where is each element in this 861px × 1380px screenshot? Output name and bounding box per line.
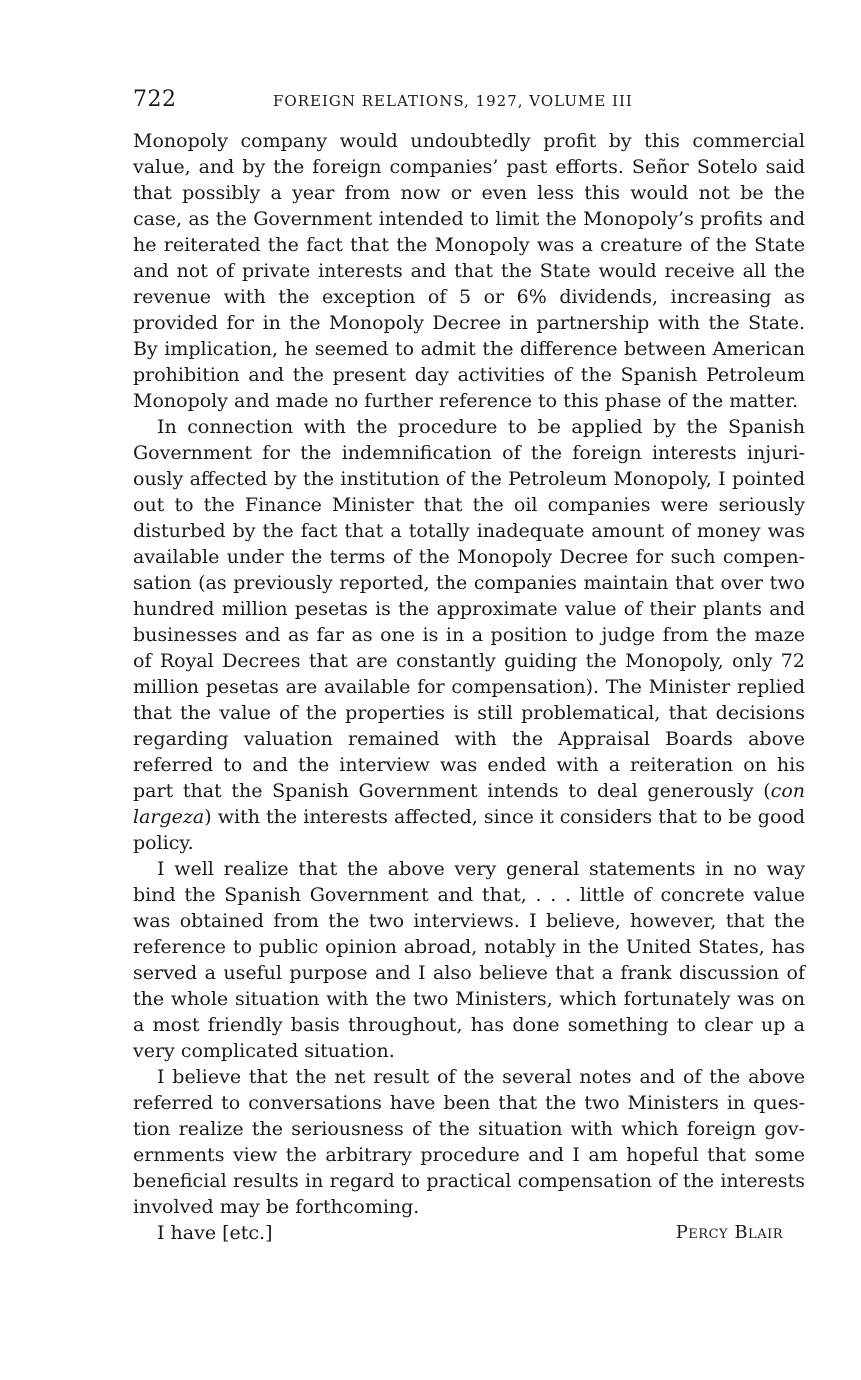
signature: Percy Blair (675, 1222, 783, 1243)
page-number: 722 (133, 87, 177, 112)
running-header (133, 86, 805, 114)
closing (133, 1220, 805, 1246)
paragraph-1: Monopoly company would undoubtedly profit by this commercial value, and by the foreign companies’ past efforts. Señor Sotelo said that possibly a year from now or even less this would not be the case, as the Government intended to limit the Monopoly’s profits and he reiterated the fact that the Monopoly was a creature of the State and not of private interests and that the State would receive all the revenue with the exception of 5 or 6% dividends, increasing as provided for in the Monopoly Decree in partnership with the State. By implication, he seemed to admit the difference between American prohibition and the present day activities of the Spanish Petroleum Monopoly and made no further reference to this phase of the matter. (133, 130, 805, 412)
salutation: I have [etc.] (157, 1222, 273, 1244)
paragraph-4: I believe that the net result of the several notes and of the above referred to conversations have been that the two Ministers in question realize the seriousness of the situation with which foreign governments view the arbitrary procedure and I am hopeful that some beneficial results in regard to practical compensation of the interests involved may be forthcoming. (133, 1066, 805, 1218)
paragraph-3: I well realize that the above very general statements in no way bind the Spanish Government and that, . . . little of concrete value was obtained from the two interviews. I believe, however, that the reference to public opinion abroad, notably in the United States, has served a useful purpose and I also believe that a frank discussion of the whole situation with the two Ministers, which fortunately was on a most friendly basis throughout, has done something to clear up a very complicated situation. (133, 858, 805, 1062)
italic-phrase: con largeza (133, 780, 805, 828)
body-text (133, 128, 805, 1246)
header-title: FOREIGN RELATIONS, 1927, VOLUME III (273, 92, 633, 110)
paragraph-2-part-1: In connection with the procedure to be applied by the Spanish Government for the indemnification of the foreign interests injuriously affected by the institution of the Petroleum Monopoly, I pointed out to the Finance Minister that the oil companies were seriously disturbed by the fact that a totally inadequate amount of money was available under the terms of the Monopoly Decree for such compensation (as previously reported, the companies maintain that over two hundred million pesetas is the approximate value of their plants and businesses and as far as one is in a position to judge from the maze of Royal Decrees that are constantly guiding the Monopoly, only 72 million pesetas are available for compensation). The Minister replied that the value of the properties is still problematical, that decisions regarding valuation remained with the Appraisal Boards above referred to and the interview was ended with a reiteration on his part that the Spanish Government intends to deal generously ( (133, 416, 805, 802)
paragraph-2-part-2: ) with the interests affected, since it considers that to be good policy. (133, 806, 805, 854)
paragraph-2 (133, 414, 805, 856)
